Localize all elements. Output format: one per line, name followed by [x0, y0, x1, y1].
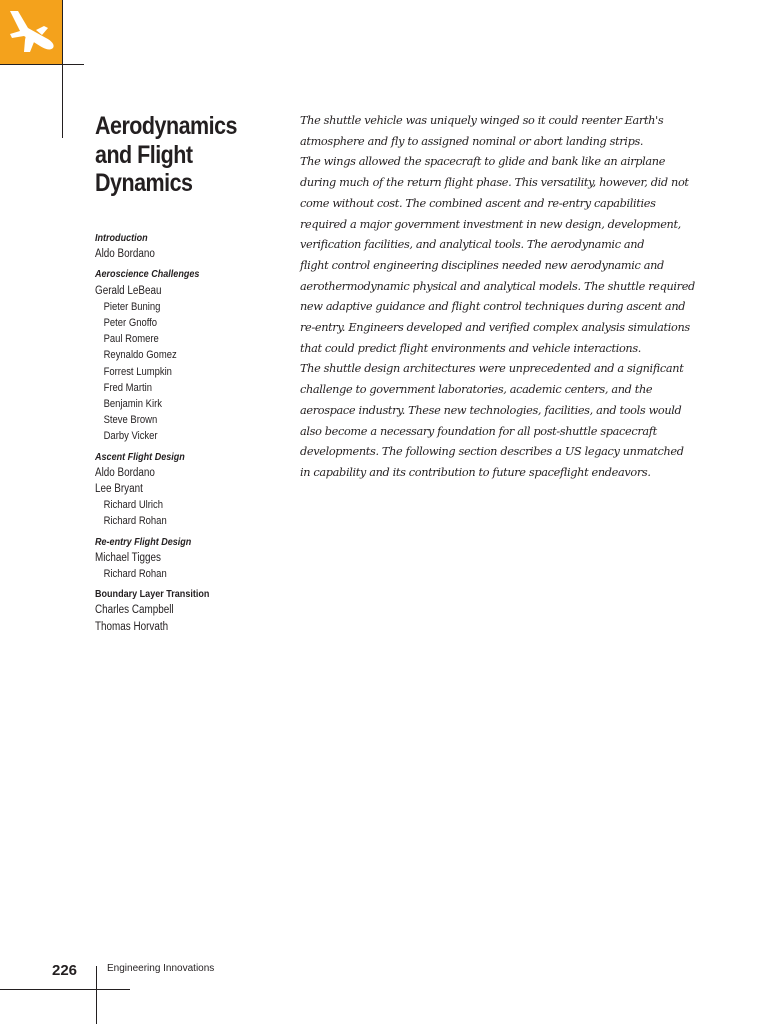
text-line: The shuttle vehicle was uniquely winged so it could reenter Earth's [300, 114, 664, 127]
text-line: challenge to government laboratories, academic centers, and the [300, 383, 653, 397]
credit-heading: Boundary Layer Transition [95, 588, 210, 601]
text-line: flight control engineering disciplines needed new aerodynamic and [300, 258, 664, 272]
credit-heading: Re-entry Flight Design [95, 535, 192, 548]
contributor: Pieter Buning [103, 300, 161, 313]
page-number: 226 [52, 962, 78, 979]
credit-heading: Aeroscience Challenges [95, 268, 200, 281]
contributor: Peter Gnoffo [103, 317, 158, 330]
contributor: Reynaldo Gomez [103, 349, 177, 362]
text-line: The wings allowed the spacecraft to glide and bank like an airplane [300, 155, 666, 169]
text-line: come without cost. The combined ascent and re-entry capabilities [300, 196, 656, 210]
chapter-title [95, 112, 258, 198]
text-line: aerothermodynamic physical and analytical models. The shuttle required [300, 279, 695, 293]
text-line: in capability and its contribution to future spaceflight endeavors. [300, 465, 651, 479]
author-credits [95, 230, 258, 635]
text-line: also become a necessary foundation for all post-shuttle spacecraft [300, 424, 657, 438]
title-line: and Flight [95, 140, 193, 169]
lead-author: Aldo Bordano [95, 466, 155, 479]
contributor: Steve Brown [103, 414, 158, 427]
contributor: Benjamin Kirk [103, 398, 162, 411]
running-footer: Engineering Innovations [107, 963, 215, 974]
text-line: during much of the return flight phase. This versatility, however, did not [300, 176, 689, 190]
title-line: Dynamics [95, 169, 193, 197]
shuttle-icon [6, 8, 58, 60]
top-horizontal-rule [0, 64, 84, 65]
corner-tab [0, 0, 62, 64]
credit-heading: Introduction [95, 232, 148, 244]
contributor: Richard Rohan [103, 568, 167, 581]
contributor: Forrest Lumpkin [103, 365, 172, 378]
text-line: aerospace industry. These new technologies, facilities, and tools would [300, 403, 682, 417]
text-line: required a major government investment in new design, development, [300, 217, 681, 231]
contributor: Fred Martin [103, 381, 152, 394]
lead-author: Thomas Horvath [95, 620, 169, 633]
text-line: re-entry. Engineers developed and verified complex analysis simulations [300, 321, 690, 335]
text-line: verification facilities, and analytical tools. The aerodynamic and [300, 238, 645, 252]
footer-horizontal-rule [0, 989, 130, 990]
title-line: Aerodynamics [95, 112, 237, 140]
contributor: Darby Vicker [103, 430, 158, 443]
text-line: new adaptive guidance and flight control techniques during ascent and [300, 300, 686, 314]
text-line: atmosphere and fly to assigned nominal or abort landing strips. [300, 134, 644, 148]
contributor: Richard Ulrich [103, 499, 164, 512]
lead-author: Aldo Bordano [95, 248, 155, 261]
contributor: Richard Rohan [103, 515, 167, 528]
lead-author: Charles Campbell [95, 604, 174, 617]
credit-heading: Ascent Flight Design [95, 450, 185, 463]
footer-vertical-rule [96, 966, 97, 1024]
intro-paragraph [300, 111, 700, 484]
contributor: Paul Romere [103, 333, 159, 346]
top-vertical-rule [62, 0, 63, 138]
lead-author: Michael Tigges [95, 551, 161, 564]
text-line: that could predict flight environments and vehicle interactions. [300, 341, 642, 355]
lead-author: Gerald LeBeau [95, 284, 162, 297]
text-line: developments. The following section describes a US legacy unmatched [300, 445, 684, 459]
text-line: The shuttle design architectures were unprecedented and a significant [300, 362, 684, 376]
lead-author: Lee Bryant [95, 483, 143, 496]
